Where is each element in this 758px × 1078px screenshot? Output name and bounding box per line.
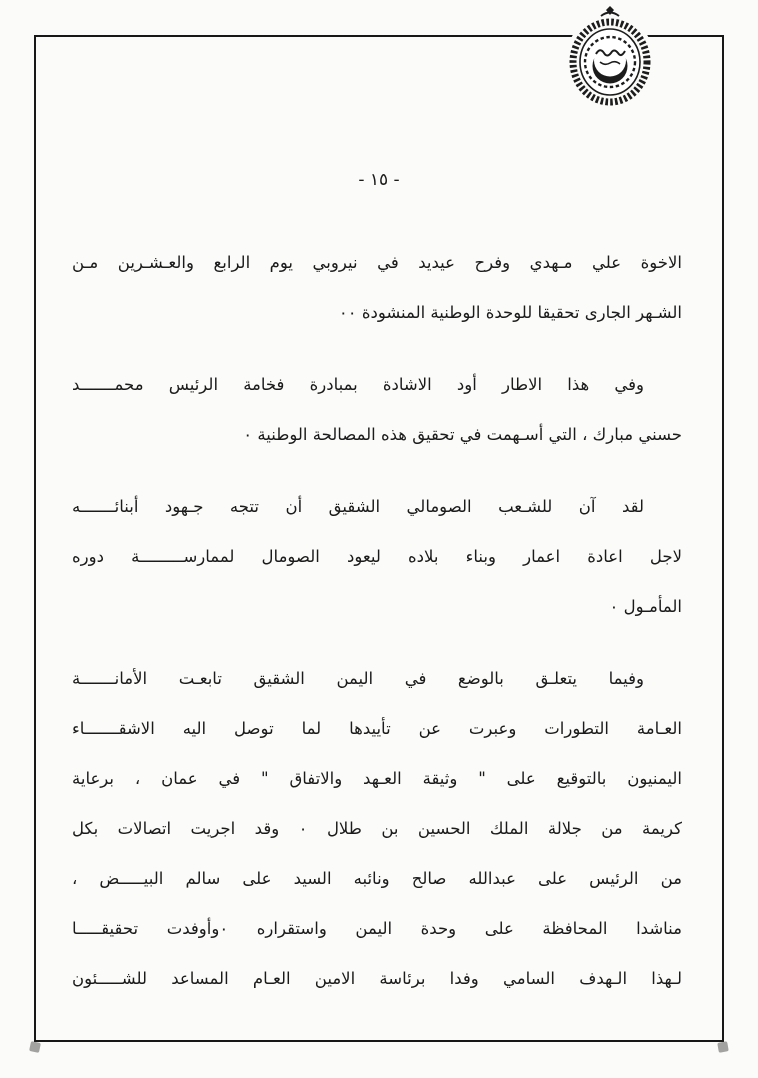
page-number: - ١٥ - [358,170,400,190]
text-line: كريمة من جلالة الملك الحسين بن طلال ٠ وقد اجريت اتصالات بكل [72,819,682,838]
text-line: الشـهر الجارى تحقيقا للوحدة الوطنية المنشودة ٠٠ [338,303,682,322]
paragraph [72,482,682,632]
text-line: حسني مبارك ، التي أسـهمت في تحقيق هذه المصالحة الوطنية ٠ [243,425,682,444]
paragraph [72,360,682,460]
text-line: العـامة التطورات وعبرت عن تأييدها لما توصل اليه الاشقـــــــاء [72,719,682,738]
text-line: مناشدا المحافظة على وحدة اليمن واستقراره ٠وأوفدت تحقيقـــــا [72,919,682,938]
paragraph [72,238,682,338]
text-line: من الرئيس على عبدالله صالح ونائبه السيد على سالم البيـــــض ، [72,869,682,888]
paragraph [72,654,682,1004]
document-text [72,238,682,1026]
text-line: لقد آن للشـعب الصومالي الشقيق أن تتجه جـهود أبنائـــــــه [72,497,644,516]
scan-artifact [717,1041,729,1053]
arab-league-emblem-icon [562,4,658,110]
text-line: لاجل اعادة اعمار وبناء بلاده ليعود الصومال لممارســـــــــة دوره [72,547,682,566]
scan-artifact [29,1041,41,1053]
text-line: الاخوة علي مـهدي وفرح عيديد في نيروبي يوم الرابع والعـشـرين مـن [72,253,682,272]
text-line: وفيما يتعلـق بالوضع في اليمن الشقيق تابعـت الأمانـــــــة [72,669,644,688]
text-line: المأمـول ٠ [609,597,682,616]
text-line: وفي هذا الاطار أود الاشادة بمبادرة فخامة الرئيس محمـــــــد [72,375,644,394]
text-line: لـهذا الـهدف السامي وفدا برئاسة الامين العـام المساعد للشـــــئون [72,969,682,988]
text-line: اليمنيون بالتوقيع على " وثيقة العـهد والاتفاق " في عمان ، برعاية [72,769,682,788]
